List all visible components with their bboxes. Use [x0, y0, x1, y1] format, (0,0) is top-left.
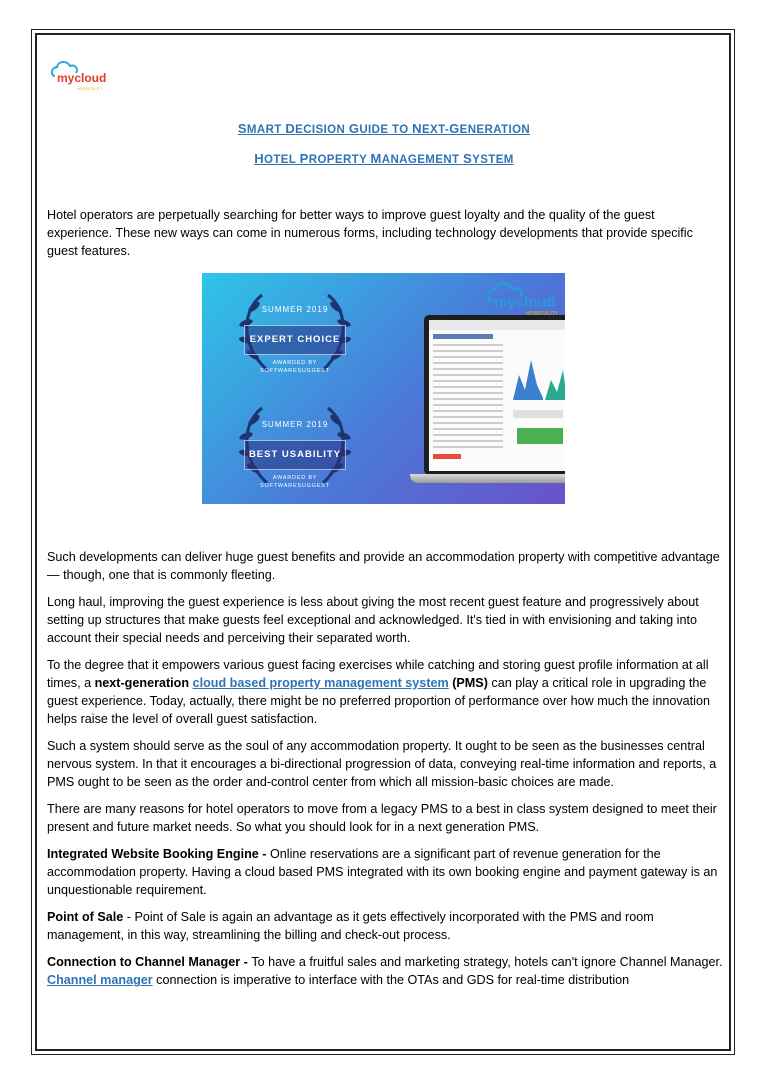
channel-manager-link[interactable]: Channel manager — [47, 973, 153, 987]
paragraph-2: Long haul, improving the guest experience is less about giving the most recent guest feature and progressively about setting up structures that make guests feel exceptional and acknowledged. It's tied in with envisioning and taking into account their special needs and perceiving their separated worth. — [47, 595, 699, 645]
paragraph-point-of-sale: Point of Sale - Point of Sale is again an advantage as it gets effectively incorporated with the PMS and room management, in this way, streamlining the billing and check-out process. — [47, 910, 654, 942]
laptop-screen — [424, 315, 565, 475]
pms-dashboard-screenshot — [429, 320, 565, 471]
award-badge-best-usability: SUMMER 2019 BEST USABILITY AWARDED BY SOFTWARESUGGEST — [240, 416, 350, 490]
logo-subtext: HOSPITALITY — [77, 86, 103, 91]
paragraph-1: Such developments can deliver huge guest benefits and provide an accommodation property with competitive advantage— though, one that is commonly fleeting. — [47, 550, 720, 582]
mycloud-logo — [49, 60, 109, 94]
hero-image — [202, 273, 565, 504]
logo-text: mycloud — [57, 71, 107, 85]
pms-link[interactable]: cloud based property management system — [192, 676, 449, 690]
paragraph-3: To the degree that it empowers various guest facing exercises while catching and storing guest profile information at all times, a next-generation cloud based property management system (PMS) can play a critical role in upgrading the guest experience. Today, actually, there might be no preferred proportion of performance over how much the innovation helps raise the level of overall guest satisfaction. — [47, 658, 710, 726]
paragraph-channel-manager: Connection to Channel Manager - To have a fruitful sales and marketing strategy, hotels can't ignore Channel Manager. Channel manager connection is imperative to interface with the OTAs and GDS for real-time distribution — [47, 955, 723, 987]
hero-mycloud-logo — [484, 281, 564, 317]
title-line-1: SMART DECISION GUIDE TO NEXT-GENERATION — [237, 121, 531, 136]
article-body — [47, 206, 723, 998]
hero-logo-subtext: HOSPITALITY — [526, 311, 559, 317]
hero-logo-text: mycloud — [494, 294, 556, 311]
laptop-base — [410, 474, 565, 483]
award-badge-expert-choice: SUMMER 2019 EXPERT CHOICE AWARDED BY SOFTWARESUGGEST — [240, 301, 350, 375]
paragraph-booking-engine: Integrated Website Booking Engine - Online reservations are a significant part of revenue generation for the accommodation property. Having a cloud based PMS integrated with its own booking engine and payment gateway is an unquestionable requirement. — [47, 847, 718, 897]
paragraph-4: Such a system should serve as the soul of any accommodation property. It ought to be seen as the businesses central nervous system. In that it encourages a bi-directional progression of data, conveying real-time information and reports, a PMS ought to be seen as the order and-control center from which all mission-basic choices are made. — [47, 739, 717, 789]
intro-paragraph: Hotel operators are perpetually searching for better ways to improve guest loyalty and the quality of the guest experience. These new ways can come in numerous forms, including technology developments that provide specific guest features. — [47, 208, 693, 258]
paragraph-5: There are many reasons for hotel operators to move from a legacy PMS to a best in class system designed to meet their present and future market needs. So what you should look for in a next generation PMS. — [47, 802, 717, 834]
title-line-2: HOTEL PROPERTY MANAGEMENT SYSTEM — [254, 151, 514, 166]
